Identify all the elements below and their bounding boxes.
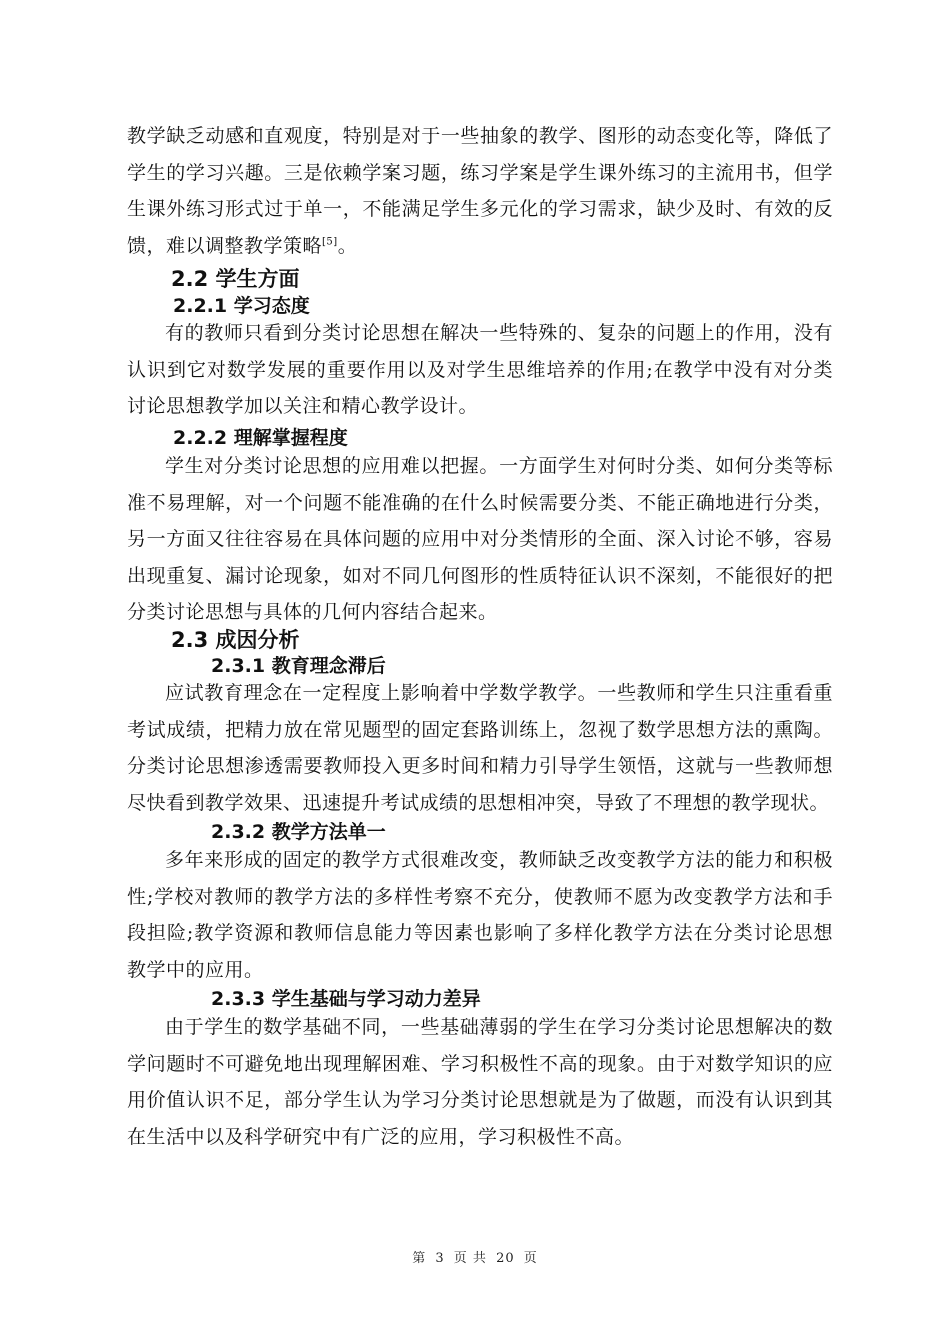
footer-total-pages: 20 <box>496 1251 515 1266</box>
citation-reference: [5] <box>322 236 338 248</box>
footer-middle: 页 共 <box>453 1251 487 1266</box>
paragraph-text: 教学缺乏动感和直观度，特别是对于一些抽象的教学、图形的动态变化等，降低了学生的学习兴趣。三是依赖学案习题，练习学案是学生课外练习的主流用书，但学生课外练习形式过于单一，不能满足学生多元化的学习需求，缺少及时、有效的反馈，难以调整教学策略 <box>127 125 833 257</box>
paragraph-teaching-method: 多年来形成的固定的教学方式很难改变，教师缺乏改变教学方法的能力和积极性;学校对教师的教学方法的多样性考察不充分，使教师不愿为改变教学方法和手段担险;教学资源和教师信息能力等因素也影响了多样化教学方法在分类讨论思想教学中的应用。 <box>127 849 833 981</box>
page-footer <box>0 1247 950 1266</box>
footer-suffix: 页 <box>523 1251 538 1266</box>
subsection-heading-2-3-1: 2.3.1 教育理念滞后 <box>211 655 386 677</box>
paragraph-education-concept: 应试教育理念在一定程度上影响着中学数学教学。一些教师和学生只注重看重考试成绩，把精力放在常见题型的固定套路训练上，忽视了数学思想方法的熏陶。分类讨论思想渗透需要教师投入更多时间和精力引导学生领悟，这就与一些教师想尽快看到教学效果、迅速提升考试成绩的思想相冲突，导致了不理想的教学现状。 <box>127 682 833 814</box>
subsection-heading-2-3-3: 2.3.3 学生基础与学习动力差异 <box>211 988 481 1010</box>
paragraph-student-foundation: 由于学生的数学基础不同，一些基础薄弱的学生在学习分类讨论思想解决的数学问题时不可避免地出现理解困难、学习积极性不高的现象。由于对数学知识的应用价值认识不足，部分学生认为学习分类讨论思想就是为了做题，而没有认识到其在生活中以及科学研究中有广泛的应用，学习积极性不高。 <box>127 1016 833 1148</box>
paragraph-learning-attitude: 有的教师只看到分类讨论思想在解决一些特殊的、复杂的问题上的作用，没有认识到它对数学发展的重要作用以及对学生思维培养的作用;在教学中没有对分类讨论思想教学加以关注和精心教学设计。 <box>127 322 833 417</box>
subsection-heading-2-2-1: 2.2.1 学习态度 <box>173 295 310 317</box>
paragraph-end-punctuation: 。 <box>337 234 358 257</box>
footer-prefix: 第 <box>412 1251 427 1266</box>
subsection-heading-2-3-2: 2.3.2 教学方法单一 <box>211 821 386 843</box>
footer-current-page: 3 <box>435 1251 445 1266</box>
subsection-heading-2-2-2: 2.2.2 理解掌握程度 <box>173 427 348 449</box>
section-heading-2-3: 2.3 成因分析 <box>171 628 300 652</box>
paragraph-continued <box>127 118 833 264</box>
paragraph-understanding: 学生对分类讨论思想的应用难以把握。一方面学生对何时分类、如何分类等标准不易理解，对一个问题不能准确的在什么时候需要分类、不能正确地进行分类，另一方面又往往容易在具体问题的应用中对分类情形的全面、深入讨论不够，容易出现重复、漏讨论现象，如对不同几何图形的性质特征认识不深刻，不能很好的把分类讨论思想与具体的几何内容结合起来。 <box>127 455 833 623</box>
section-heading-2-2: 2.2 学生方面 <box>171 267 300 291</box>
